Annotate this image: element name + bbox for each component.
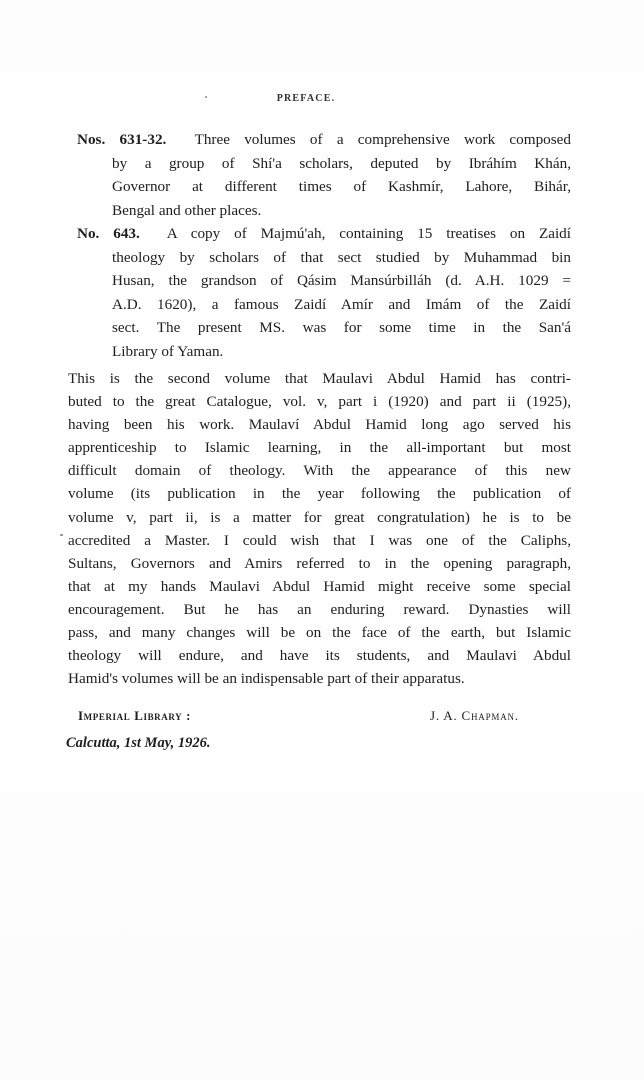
page-heading: PREFACE. [276,93,336,104]
paragraph-line: accredited a Master. I could wish that I was one of the Caliphs, [68,531,571,549]
entry-text: Three volumes of a comprehensive work composed [194,131,572,148]
entry-text: A copy of Majmú'ah, containing 15 treatises on Zaidí [166,225,571,242]
paragraph-line: volume v, part ii, is a matter for great congratulation) he is to be [68,508,571,526]
paper-speck [205,96,207,98]
paragraph-line: theology will endure, and have its students, and Maulavi Abdul [68,647,571,665]
entry-line [77,128,571,152]
preface-paragraph [68,367,571,690]
paragraph-line: apprenticeship to Islamic learning, in the all-important but most [68,439,571,457]
paragraph-line: Sultans, Governors and Amirs referred to in the opening paragraph, [68,554,571,572]
signature-place: Imperial Library : [78,708,192,723]
manuscript-entry-643 [77,222,571,364]
signature-author: J. A. Chapman. [430,708,519,723]
paragraph-line: This is the second volume that Maulavi Abdul Hamid has contri- [68,370,571,387]
entry-number: Nos. 631-32. [77,131,167,148]
paragraph-line: buted to the great Catalogue, vol. v, part i (1920) and part ii (1925), [68,393,571,411]
paragraph-line: pass, and many changes will be on the face of the earth, but Islamic [68,624,571,642]
paragraph-line: having been his work. Maulaví Abdul Hamid long ago served his [68,416,571,434]
manuscript-entry-631 [77,128,571,222]
entry-line: A.D. 1620), a famous Zaidí Amír and Imám of the Zaidí [112,295,571,313]
entry-line: Bengal and other places. [112,201,262,219]
paragraph-line: volume (its publication in the year following the publication of [68,485,571,503]
entry-line: Governor at different times of Kashmír, Lahore, Bihár, [112,178,571,196]
entry-line: Library of Yaman. [112,342,224,360]
paragraph-line: encouragement. But he has an enduring reward. Dynasties will [68,600,571,618]
entry-line [77,222,571,246]
entry-line: theology by scholars of that sect studied by Muhammad bin [112,248,571,266]
signature-date: Calcutta, 1st May, 1926. [66,735,211,751]
entry-line: Husan, the grandson of Qásim Mansúrbilláh (d. A.H. 1029 = [112,272,571,290]
paragraph-line: difficult domain of theology. With the appearance of this new [68,462,571,480]
entry-number: No. 643. [77,225,140,242]
entry-line: by a group of Shí'a scholars, deputed by Ibráhím Khán, [112,154,571,172]
paper-speck [60,534,63,536]
paragraph-line: Hamid's volumes will be an indispensable part of their apparatus. [68,670,465,688]
paragraph-line: that at my hands Maulavi Abdul Hamid might receive some special [68,577,571,595]
entry-line: sect. The present MS. was for some time in the San'á [112,319,571,337]
